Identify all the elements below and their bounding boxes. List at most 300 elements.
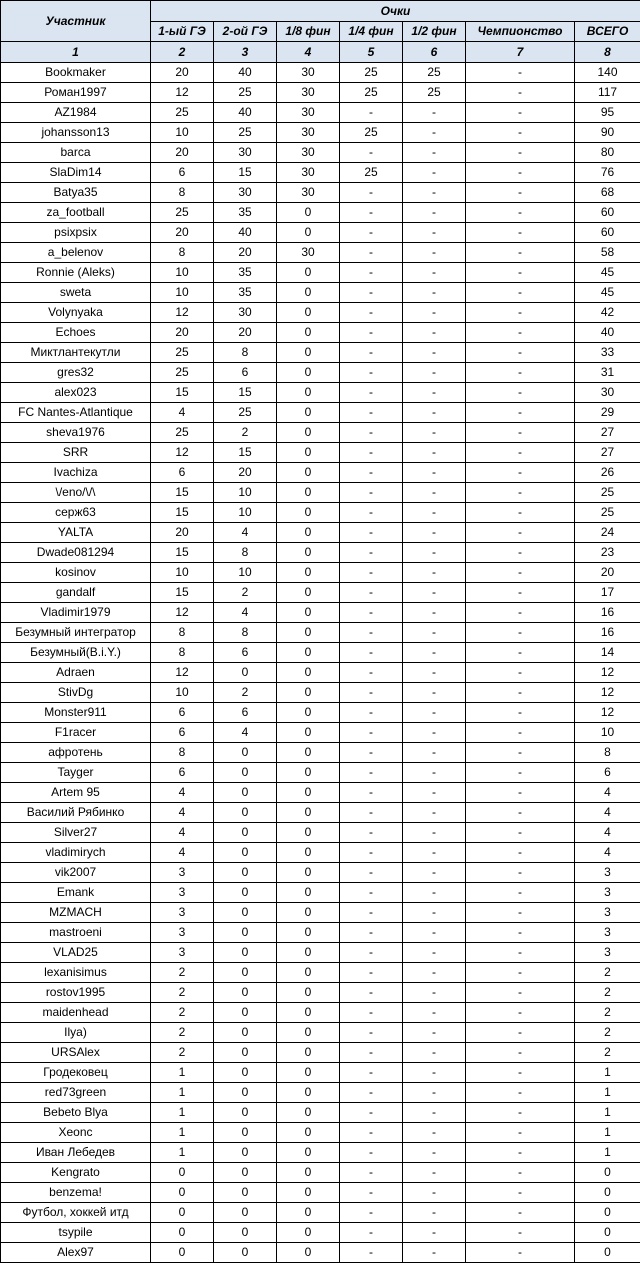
participant-name-cell: Ilya) [1,1023,151,1043]
participant-name-cell: rostov1995 [1,983,151,1003]
stage1-cell: 4 [151,843,214,863]
stage1-cell: 25 [151,103,214,123]
stage1-cell: 20 [151,223,214,243]
championship-cell: - [466,1243,575,1263]
participant-name-cell: Tayger [1,763,151,783]
participant-name-cell: sweta [1,283,151,303]
semifinal-cell: - [403,1003,466,1023]
round16-cell: 30 [277,123,340,143]
total-cell: 0 [575,1163,640,1183]
total-cell: 2 [575,1023,640,1043]
stage2-cell: 0 [214,1163,277,1183]
total-cell: 90 [575,123,640,143]
participant-name-cell: a_belenov [1,243,151,263]
championship-cell: - [466,763,575,783]
stage2-cell: 35 [214,203,277,223]
table-row [1,683,640,703]
round16-cell: 30 [277,63,340,83]
quarterfinal-cell: - [340,923,403,943]
round16-cell: 30 [277,83,340,103]
total-cell: 30 [575,383,640,403]
table-row [1,923,640,943]
participant-name-cell: Volynyaka [1,303,151,323]
semifinal-cell: 25 [403,63,466,83]
participant-name-cell: za_football [1,203,151,223]
round16-cell: 0 [277,563,340,583]
stage2-cell: 6 [214,643,277,663]
semifinal-cell: - [403,423,466,443]
championship-cell: - [466,1223,575,1243]
championship-cell: - [466,583,575,603]
total-cell: 26 [575,463,640,483]
semifinal-cell: - [403,543,466,563]
stage1-cell: 3 [151,923,214,943]
semifinal-cell: - [403,203,466,223]
total-cell: 42 [575,303,640,323]
column-number: 1 [1,42,151,63]
header-row-numbers [1,42,640,63]
total-cell: 68 [575,183,640,203]
participant-name-cell: lexanisimus [1,963,151,983]
quarterfinal-cell: - [340,343,403,363]
participant-name-cell: benzema! [1,1183,151,1203]
standings-body [1,63,640,1263]
table-row [1,763,640,783]
participant-name-cell: red73green [1,1083,151,1103]
table-row [1,1023,640,1043]
total-cell: 33 [575,343,640,363]
total-cell: 40 [575,323,640,343]
total-cell: 16 [575,623,640,643]
stage2-cell: 15 [214,163,277,183]
stage2-cell: 0 [214,1043,277,1063]
quarterfinal-cell: - [340,643,403,663]
semifinal-cell: - [403,323,466,343]
total-cell: 1 [575,1123,640,1143]
semifinal-cell: - [403,883,466,903]
total-cell: 3 [575,943,640,963]
semifinal-cell: - [403,1183,466,1203]
participant-name-cell: mastroeni [1,923,151,943]
total-cell: 29 [575,403,640,423]
quarterfinal-cell: 25 [340,83,403,103]
quarterfinal-cell: - [340,1003,403,1023]
total-cell: 76 [575,163,640,183]
quarterfinal-cell: - [340,883,403,903]
stage1-cell: 4 [151,403,214,423]
championship-cell: - [466,1083,575,1103]
semifinal-cell: - [403,1223,466,1243]
participant-name-cell: \/eno/\/\ [1,483,151,503]
stage1-cell: 6 [151,703,214,723]
participant-name-cell: MZMACH [1,903,151,923]
stage2-cell: 0 [214,1063,277,1083]
semifinal-cell: - [403,783,466,803]
total-cell: 0 [575,1223,640,1243]
total-cell: 60 [575,203,640,223]
championship-cell: - [466,883,575,903]
quarterfinal-cell: - [340,543,403,563]
semifinal-cell: - [403,263,466,283]
total-cell: 3 [575,903,640,923]
round16-cell: 0 [277,823,340,843]
championship-cell: - [466,663,575,683]
championship-cell: - [466,743,575,763]
stage2-cell: 0 [214,883,277,903]
stage1-cell: 2 [151,963,214,983]
championship-cell: - [466,863,575,883]
stage2-cell: 15 [214,443,277,463]
table-row [1,583,640,603]
total-cell: 0 [575,1183,640,1203]
championship-cell: - [466,1203,575,1223]
round16-cell: 0 [277,1123,340,1143]
stage1-cell: 10 [151,283,214,303]
participant-name-cell: F1racer [1,723,151,743]
participant-name-cell: maidenhead [1,1003,151,1023]
round16-cell: 0 [277,743,340,763]
semifinal-cell: - [403,303,466,323]
total-cell: 45 [575,283,640,303]
table-row [1,1183,640,1203]
championship-cell: - [466,543,575,563]
round16-cell: 0 [277,323,340,343]
semifinal-cell: - [403,763,466,783]
quarterfinal-cell: - [340,283,403,303]
participant-name-cell: Ronnie (Aleks) [1,263,151,283]
quarterfinal-cell: - [340,443,403,463]
round16-cell: 0 [277,403,340,423]
semifinal-cell: - [403,603,466,623]
quarterfinal-cell: - [340,1103,403,1123]
stage2-cell: 0 [214,943,277,963]
table-row [1,163,640,183]
table-row [1,1083,640,1103]
stage1-cell: 10 [151,563,214,583]
semifinal-cell: - [403,1163,466,1183]
column-header: ВСЕГО [575,22,640,42]
quarterfinal-cell: - [340,383,403,403]
semifinal-cell: - [403,343,466,363]
stage2-cell: 10 [214,563,277,583]
round16-cell: 0 [277,1203,340,1223]
stage2-cell: 25 [214,403,277,423]
round16-cell: 0 [277,683,340,703]
semifinal-cell: - [403,663,466,683]
total-cell: 2 [575,983,640,1003]
stage1-cell: 12 [151,303,214,323]
table-row [1,203,640,223]
championship-cell: - [466,563,575,583]
quarterfinal-cell: - [340,183,403,203]
table-row [1,843,640,863]
participant-name-cell: Emank [1,883,151,903]
stage1-cell: 4 [151,823,214,843]
semifinal-cell: - [403,723,466,743]
championship-cell: - [466,483,575,503]
table-row [1,463,640,483]
stage2-cell: 8 [214,543,277,563]
stage2-cell: 0 [214,963,277,983]
participant-name-cell: johansson13 [1,123,151,143]
total-cell: 24 [575,523,640,543]
participant-name-cell: Футбол, хоккей итд [1,1203,151,1223]
total-cell: 25 [575,483,640,503]
semifinal-cell: - [403,503,466,523]
column-number: 5 [340,42,403,63]
table-row [1,103,640,123]
stage1-cell: 2 [151,1043,214,1063]
championship-cell: - [466,443,575,463]
table-row [1,303,640,323]
stage1-cell: 6 [151,763,214,783]
stage2-cell: 35 [214,263,277,283]
round16-cell: 30 [277,143,340,163]
championship-cell: - [466,803,575,823]
total-cell: 2 [575,963,640,983]
quarterfinal-cell: - [340,803,403,823]
quarterfinal-cell: - [340,463,403,483]
participant-name-cell: Silver27 [1,823,151,843]
semifinal-cell: - [403,383,466,403]
stage2-cell: 0 [214,1123,277,1143]
quarterfinal-cell: - [340,943,403,963]
participant-name-cell: Batya35 [1,183,151,203]
quarterfinal-cell: - [340,523,403,543]
round16-cell: 0 [277,263,340,283]
championship-cell: - [466,463,575,483]
total-cell: 6 [575,763,640,783]
stage2-cell: 20 [214,463,277,483]
semifinal-cell: - [403,683,466,703]
stage2-cell: 20 [214,243,277,263]
column-number: 8 [575,42,640,63]
stage1-cell: 12 [151,663,214,683]
championship-cell: - [466,63,575,83]
championship-cell: - [466,643,575,663]
championship-cell: - [466,263,575,283]
table-row [1,603,640,623]
stage2-cell: 40 [214,63,277,83]
table-row [1,1143,640,1163]
semifinal-cell: - [403,143,466,163]
round16-cell: 0 [277,543,340,563]
table-row [1,343,640,363]
table-row [1,703,640,723]
participant-name-cell: Василий Рябинко [1,803,151,823]
stage2-cell: 0 [214,783,277,803]
participant-name-cell: Xeonc [1,1123,151,1143]
round16-cell: 30 [277,183,340,203]
round16-cell: 0 [277,783,340,803]
stage1-cell: 8 [151,183,214,203]
stage2-cell: 0 [214,923,277,943]
table-row [1,423,640,443]
championship-cell: - [466,103,575,123]
stage1-cell: 2 [151,1023,214,1043]
round16-cell: 0 [277,923,340,943]
quarterfinal-cell: - [340,203,403,223]
round16-cell: 0 [277,363,340,383]
stage1-cell: 2 [151,983,214,1003]
total-cell: 4 [575,823,640,843]
championship-cell: - [466,343,575,363]
participant-name-cell: Безумный интегратор [1,623,151,643]
championship-cell: - [466,383,575,403]
table-row [1,883,640,903]
round16-cell: 0 [277,463,340,483]
participant-name-cell: Adraen [1,663,151,683]
stage1-cell: 8 [151,743,214,763]
total-cell: 8 [575,743,640,763]
participant-name-cell: Bookmaker [1,63,151,83]
quarterfinal-cell: - [340,1163,403,1183]
championship-cell: - [466,983,575,1003]
stage1-cell: 0 [151,1203,214,1223]
round16-cell: 0 [277,843,340,863]
table-row [1,183,640,203]
round16-cell: 0 [277,1003,340,1023]
round16-cell: 0 [277,523,340,543]
stage2-cell: 0 [214,1023,277,1043]
stage1-cell: 8 [151,623,214,643]
participant-name-cell: Безумный(B.i.Y.) [1,643,151,663]
round16-cell: 0 [277,1243,340,1263]
table-row [1,383,640,403]
stage1-cell: 1 [151,1063,214,1083]
championship-cell: - [466,603,575,623]
participant-name-cell: VLAD25 [1,943,151,963]
semifinal-cell: - [403,623,466,643]
table-row [1,743,640,763]
table-row [1,323,640,343]
stage2-cell: 25 [214,123,277,143]
stage2-cell: 40 [214,223,277,243]
quarterfinal-cell: - [340,1223,403,1243]
participant-name-cell: Dwade081294 [1,543,151,563]
championship-cell: - [466,783,575,803]
total-cell: 1 [575,1143,640,1163]
participant-name-cell: Vladimir1979 [1,603,151,623]
quarterfinal-cell: - [340,683,403,703]
participant-name-cell: alex023 [1,383,151,403]
quarterfinal-cell: - [340,323,403,343]
semifinal-cell: - [403,443,466,463]
semifinal-cell: - [403,963,466,983]
quarterfinal-cell: - [340,1023,403,1043]
table-row [1,123,640,143]
round16-cell: 0 [277,203,340,223]
stage2-cell: 0 [214,823,277,843]
table-row [1,943,640,963]
table-row [1,1063,640,1083]
semifinal-cell: - [403,1103,466,1123]
quarterfinal-cell: - [340,843,403,863]
stage2-cell: 40 [214,103,277,123]
round16-cell: 0 [277,283,340,303]
participant-name-cell: Echoes [1,323,151,343]
quarterfinal-cell: - [340,703,403,723]
table-row [1,503,640,523]
table-row [1,1123,640,1143]
round16-cell: 0 [277,623,340,643]
table-row [1,863,640,883]
stage1-cell: 15 [151,483,214,503]
table-row [1,803,640,823]
stage2-cell: 15 [214,383,277,403]
round16-cell: 30 [277,243,340,263]
table-row [1,963,640,983]
semifinal-cell: - [403,523,466,543]
round16-cell: 0 [277,503,340,523]
semifinal-cell: - [403,1043,466,1063]
semifinal-cell: - [403,463,466,483]
quarterfinal-cell: - [340,1043,403,1063]
stage1-cell: 1 [151,1123,214,1143]
quarterfinal-cell: - [340,303,403,323]
quarterfinal-cell: - [340,623,403,643]
stage1-cell: 20 [151,143,214,163]
participant-name-cell: gres32 [1,363,151,383]
stage2-cell: 10 [214,503,277,523]
table-row [1,903,640,923]
round16-cell: 0 [277,883,340,903]
stage2-cell: 0 [214,843,277,863]
stage2-cell: 6 [214,703,277,723]
quarterfinal-cell: - [340,103,403,123]
round16-cell: 30 [277,163,340,183]
semifinal-cell: - [403,103,466,123]
stage2-cell: 8 [214,343,277,363]
semifinal-cell: - [403,403,466,423]
quarterfinal-cell: - [340,1083,403,1103]
stage2-cell: 2 [214,583,277,603]
semifinal-cell: - [403,243,466,263]
stage1-cell: 4 [151,803,214,823]
quarterfinal-cell: - [340,723,403,743]
stage1-cell: 25 [151,363,214,383]
quarterfinal-cell: - [340,963,403,983]
stage1-cell: 0 [151,1223,214,1243]
participant-name-cell: sheva1976 [1,423,151,443]
championship-cell: - [466,403,575,423]
quarterfinal-cell: - [340,403,403,423]
round16-cell: 0 [277,963,340,983]
quarterfinal-cell: - [340,1203,403,1223]
participant-name-cell: SlaDim14 [1,163,151,183]
round16-cell: 0 [277,303,340,323]
championship-cell: - [466,223,575,243]
stage2-cell: 0 [214,1083,277,1103]
quarterfinal-cell: - [340,423,403,443]
stage2-cell: 0 [214,903,277,923]
round16-cell: 0 [277,483,340,503]
stage1-cell: 25 [151,203,214,223]
championship-cell: - [466,1143,575,1163]
column-number: 6 [403,42,466,63]
table-row [1,983,640,1003]
semifinal-cell: - [403,943,466,963]
stage2-cell: 0 [214,1243,277,1263]
stage2-cell: 0 [214,763,277,783]
stage2-cell: 2 [214,423,277,443]
stage1-cell: 12 [151,603,214,623]
column-header: 1/2 фин [403,22,466,42]
stage1-cell: 10 [151,683,214,703]
quarterfinal-cell: 25 [340,163,403,183]
stage1-cell: 10 [151,123,214,143]
column-header: 1-ый ГЭ [151,22,214,42]
